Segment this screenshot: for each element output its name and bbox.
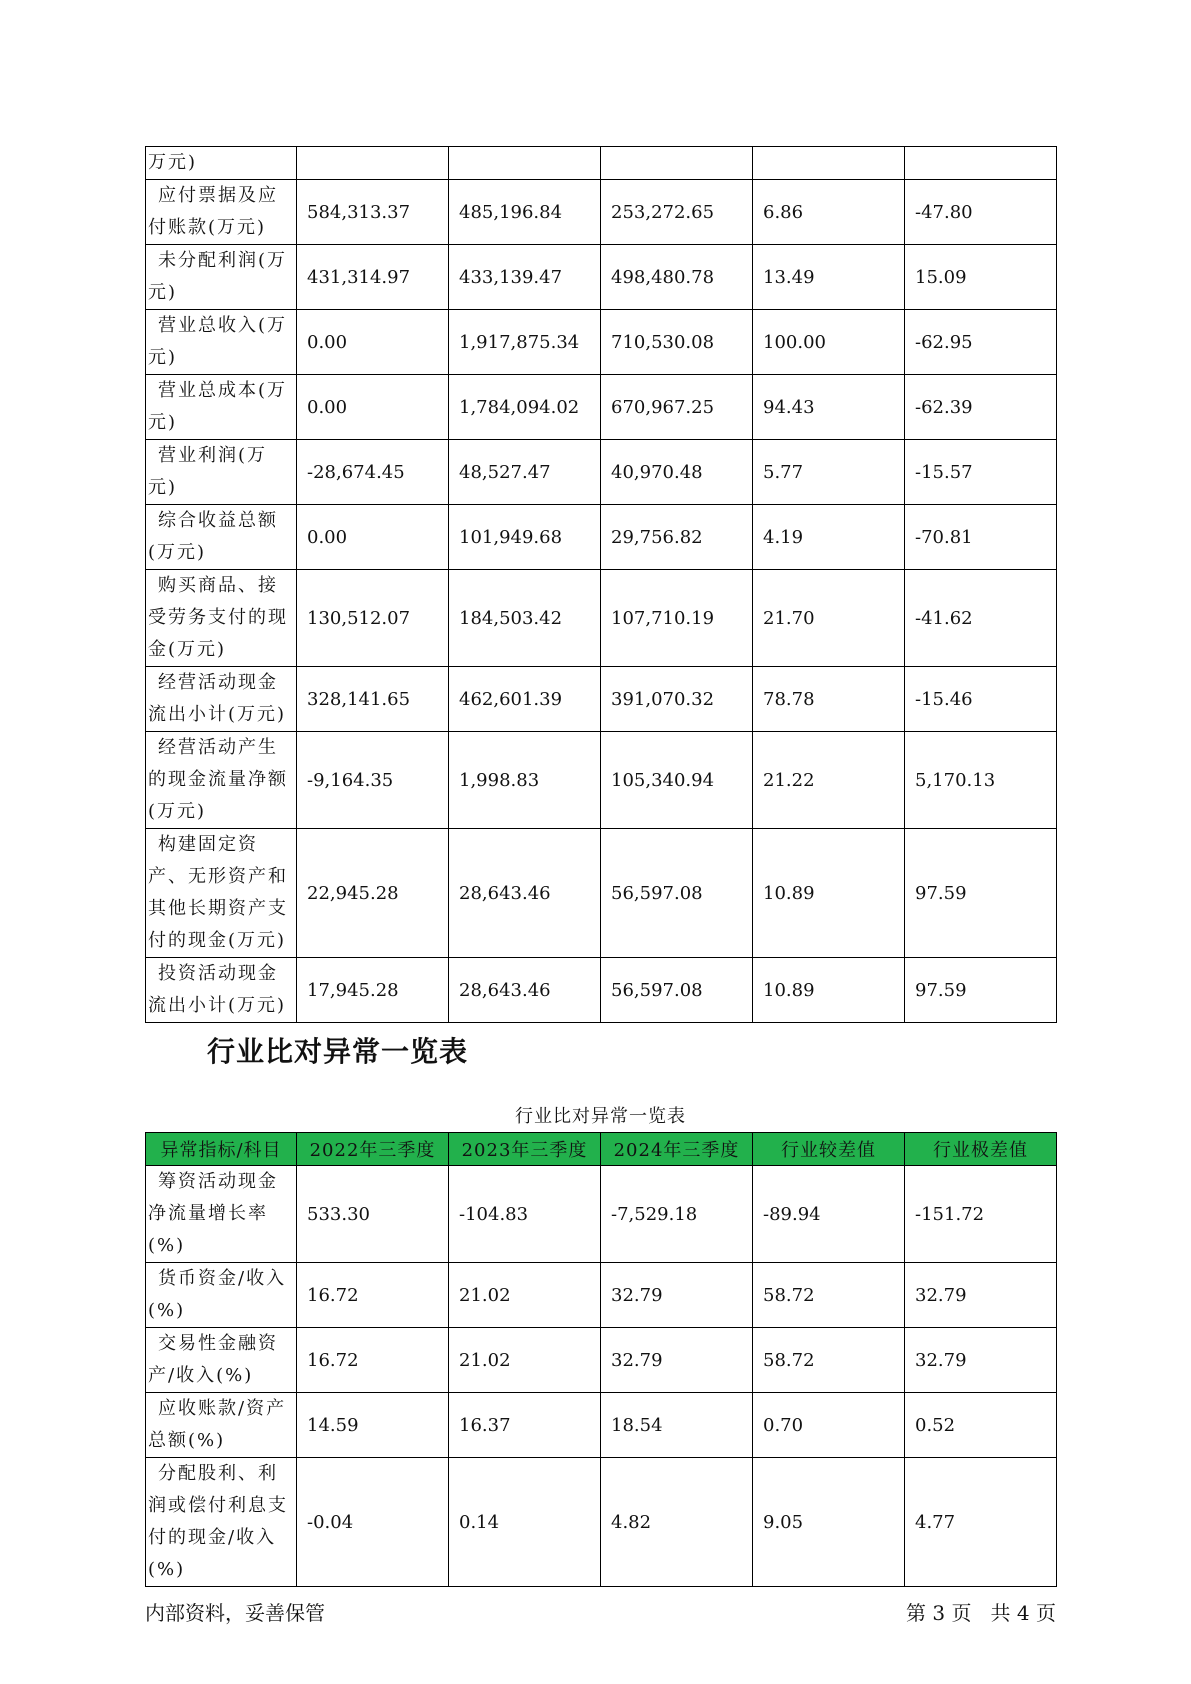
value-cell: 28,643.46 (449, 829, 601, 958)
row-label-cell: 营业总成本(万元) (146, 375, 297, 440)
table-row (146, 245, 1057, 310)
value-cell: -151.72 (905, 1166, 1057, 1263)
header-cell: 2024年三季度 (601, 1133, 753, 1166)
value-cell: 0.00 (297, 375, 449, 440)
value-cell: 32.79 (905, 1328, 1057, 1393)
row-label-cell: 购买商品、接受劳务支付的现金(万元) (146, 570, 297, 667)
value-cell: 28,643.46 (449, 958, 601, 1023)
row-label-cell: 货币资金/收入(%) (146, 1263, 297, 1328)
footer-confidential-note: 内部资料，妥善保管 (145, 1601, 325, 1625)
value-cell: 21.02 (449, 1328, 601, 1393)
value-cell: 184,503.42 (449, 570, 601, 667)
header-cell: 2023年三季度 (449, 1133, 601, 1166)
financial-data-table (145, 146, 1057, 1023)
row-label-cell: 投资活动现金流出小计(万元) (146, 958, 297, 1023)
value-cell: 56,597.08 (601, 829, 753, 958)
table-row (146, 1393, 1057, 1458)
value-cell: 9.05 (753, 1458, 905, 1587)
table-row (146, 1263, 1057, 1328)
value-cell: 58.72 (753, 1328, 905, 1393)
value-cell: 10.89 (753, 829, 905, 958)
value-cell: 21.70 (753, 570, 905, 667)
value-cell: 5.77 (753, 440, 905, 505)
value-cell: 29,756.82 (601, 505, 753, 570)
value-cell: 1,998.83 (449, 732, 601, 829)
value-cell: -47.80 (905, 180, 1057, 245)
value-cell: 462,601.39 (449, 667, 601, 732)
value-cell: 0.70 (753, 1393, 905, 1458)
value-cell: 10.89 (753, 958, 905, 1023)
value-cell: -15.57 (905, 440, 1057, 505)
value-cell: -104.83 (449, 1166, 601, 1263)
value-cell: 0.52 (905, 1393, 1057, 1458)
row-label-cell: 经营活动产生的现金流量净额(万元) (146, 732, 297, 829)
value-cell (753, 147, 905, 180)
value-cell: -28,674.45 (297, 440, 449, 505)
table-row (146, 829, 1057, 958)
section-title: 行业比对异常一览表 (207, 1035, 469, 1068)
table-row (146, 375, 1057, 440)
table-row (146, 180, 1057, 245)
value-cell: 1,917,875.34 (449, 310, 601, 375)
value-cell: 433,139.47 (449, 245, 601, 310)
table-row (146, 1458, 1057, 1587)
value-cell: 58.72 (753, 1263, 905, 1328)
value-cell: -70.81 (905, 505, 1057, 570)
table-row (146, 310, 1057, 375)
value-cell: 21.02 (449, 1263, 601, 1328)
table-row (146, 1166, 1057, 1263)
row-label-cell: 营业总收入(万元) (146, 310, 297, 375)
table-row (146, 570, 1057, 667)
value-cell: 5,170.13 (905, 732, 1057, 829)
table-row (146, 505, 1057, 570)
value-cell: 97.59 (905, 829, 1057, 958)
value-cell: 101,949.68 (449, 505, 601, 570)
table-header-row (146, 1133, 1057, 1166)
value-cell: 94.43 (753, 375, 905, 440)
value-cell (601, 147, 753, 180)
value-cell: 15.09 (905, 245, 1057, 310)
row-label-cell: 综合收益总额(万元) (146, 505, 297, 570)
value-cell: 6.86 (753, 180, 905, 245)
value-cell: 4.19 (753, 505, 905, 570)
value-cell: 18.54 (601, 1393, 753, 1458)
value-cell: 391,070.32 (601, 667, 753, 732)
value-cell: -0.04 (297, 1458, 449, 1587)
header-cell: 异常指标/科目 (146, 1133, 297, 1166)
value-cell (449, 147, 601, 180)
value-cell: 253,272.65 (601, 180, 753, 245)
header-cell: 行业极差值 (905, 1133, 1057, 1166)
value-cell: 40,970.48 (601, 440, 753, 505)
row-label-cell: 经营活动现金流出小计(万元) (146, 667, 297, 732)
value-cell: 1,784,094.02 (449, 375, 601, 440)
industry-comparison-table (145, 1132, 1057, 1587)
value-cell: 16.72 (297, 1263, 449, 1328)
value-cell: -15.46 (905, 667, 1057, 732)
financial-data-table-body (146, 147, 1057, 1023)
value-cell: 17,945.28 (297, 958, 449, 1023)
table-row (146, 440, 1057, 505)
value-cell: 32.79 (601, 1263, 753, 1328)
value-cell: 32.79 (601, 1328, 753, 1393)
value-cell: 0.00 (297, 310, 449, 375)
value-cell: 100.00 (753, 310, 905, 375)
value-cell: 533.30 (297, 1166, 449, 1263)
value-cell: -41.62 (905, 570, 1057, 667)
header-cell: 行业较差值 (753, 1133, 905, 1166)
value-cell: 78.78 (753, 667, 905, 732)
table-row (146, 667, 1057, 732)
value-cell: 0.00 (297, 505, 449, 570)
value-cell: 107,710.19 (601, 570, 753, 667)
value-cell: 328,141.65 (297, 667, 449, 732)
row-label-cell: 未分配利润(万元) (146, 245, 297, 310)
value-cell: 32.79 (905, 1263, 1057, 1328)
footer-page-number: 第 3 页 共 4 页 (906, 1601, 1056, 1625)
row-label-cell: 万元) (146, 147, 297, 180)
row-label-cell: 应收账款/资产总额(%) (146, 1393, 297, 1458)
value-cell: 22,945.28 (297, 829, 449, 958)
value-cell: 130,512.07 (297, 570, 449, 667)
table-row (146, 958, 1057, 1023)
value-cell: 584,313.37 (297, 180, 449, 245)
value-cell: 56,597.08 (601, 958, 753, 1023)
value-cell: 13.49 (753, 245, 905, 310)
value-cell: 4.82 (601, 1458, 753, 1587)
value-cell: 431,314.97 (297, 245, 449, 310)
row-label-cell: 筹资活动现金净流量增长率(%) (146, 1166, 297, 1263)
table-row (146, 147, 1057, 180)
value-cell: 485,196.84 (449, 180, 601, 245)
row-label-cell: 构建固定资产、无形资产和其他长期资产支付的现金(万元) (146, 829, 297, 958)
row-label-cell: 交易性金融资产/收入(%) (146, 1328, 297, 1393)
value-cell: 710,530.08 (601, 310, 753, 375)
value-cell: -7,529.18 (601, 1166, 753, 1263)
value-cell: 16.37 (449, 1393, 601, 1458)
value-cell: 48,527.47 (449, 440, 601, 505)
value-cell: 97.59 (905, 958, 1057, 1023)
value-cell: 105,340.94 (601, 732, 753, 829)
value-cell (297, 147, 449, 180)
value-cell: 16.72 (297, 1328, 449, 1393)
value-cell: -62.95 (905, 310, 1057, 375)
value-cell: 4.77 (905, 1458, 1057, 1587)
value-cell: 498,480.78 (601, 245, 753, 310)
row-label-cell: 分配股利、利润或偿付利息支付的现金/收入(%) (146, 1458, 297, 1587)
value-cell: -9,164.35 (297, 732, 449, 829)
row-label-cell: 应付票据及应付账款(万元) (146, 180, 297, 245)
value-cell: -89.94 (753, 1166, 905, 1263)
value-cell: 0.14 (449, 1458, 601, 1587)
row-label-cell: 营业利润(万元) (146, 440, 297, 505)
value-cell: 21.22 (753, 732, 905, 829)
table-row (146, 732, 1057, 829)
value-cell: 14.59 (297, 1393, 449, 1458)
value-cell: -62.39 (905, 375, 1057, 440)
table-caption: 行业比对异常一览表 (515, 1106, 686, 1127)
industry-comparison-table-body (146, 1166, 1057, 1587)
value-cell: 670,967.25 (601, 375, 753, 440)
table-row (146, 1328, 1057, 1393)
header-cell: 2022年三季度 (297, 1133, 449, 1166)
value-cell (905, 147, 1057, 180)
